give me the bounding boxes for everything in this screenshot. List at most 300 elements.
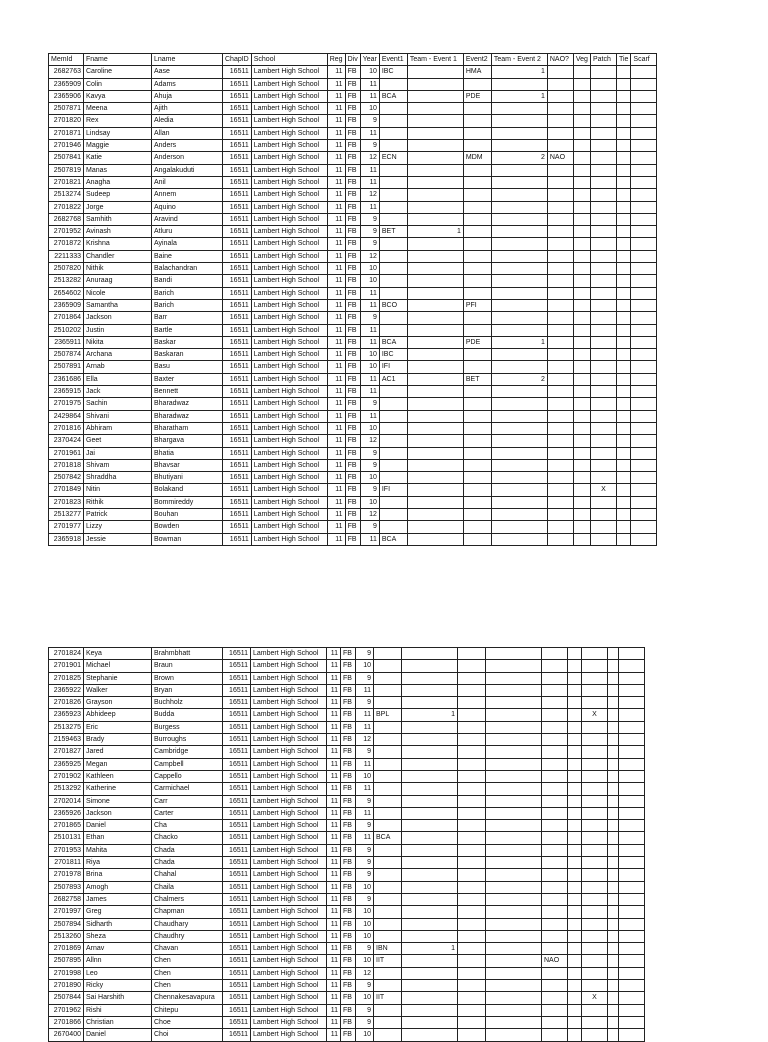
table-row xyxy=(49,648,645,660)
cell-scarf xyxy=(631,189,657,201)
cell-div: FB xyxy=(345,299,360,311)
cell-chapid: 16511 xyxy=(223,684,251,696)
cell-team-event-1 xyxy=(402,930,458,942)
cell-nao xyxy=(542,832,568,844)
cell-team-event-1 xyxy=(407,324,463,336)
cell-year: 11 xyxy=(360,410,379,422)
cell-year: 9 xyxy=(356,697,374,709)
cell-scarf xyxy=(619,807,645,819)
cell-scarf xyxy=(631,361,657,373)
cell-tie xyxy=(616,312,630,324)
cell-nao xyxy=(547,312,573,324)
cell-veg xyxy=(573,152,590,164)
cell-lname: Cha xyxy=(152,820,223,832)
cell-event1 xyxy=(379,398,407,410)
cell-reg: 11 xyxy=(327,660,341,672)
cell-memid: 2701849 xyxy=(49,484,84,496)
cell-team-event-2 xyxy=(491,398,547,410)
cell-team-event-1 xyxy=(402,906,458,918)
cell-tie xyxy=(616,349,630,361)
cell-div: FB xyxy=(341,967,356,979)
cell-scarf xyxy=(619,881,645,893)
cell-veg xyxy=(568,721,582,733)
cell-event2 xyxy=(458,893,486,905)
cell-div: FB xyxy=(341,980,356,992)
cell-veg xyxy=(568,992,582,1004)
cell-event2 xyxy=(463,386,491,398)
cell-tie xyxy=(608,770,619,782)
cell-event2 xyxy=(463,250,491,262)
cell-tie xyxy=(608,918,619,930)
cell-reg: 11 xyxy=(327,176,345,188)
cell-scarf xyxy=(619,918,645,930)
cell-memid: 2513292 xyxy=(49,783,84,795)
cell-div: FB xyxy=(341,820,356,832)
cell-tie xyxy=(616,472,630,484)
cell-chapid: 16511 xyxy=(223,795,251,807)
cell-tie xyxy=(616,66,630,78)
cell-event1 xyxy=(374,758,402,770)
table-row xyxy=(49,918,645,930)
table-row xyxy=(49,103,657,115)
cell-scarf xyxy=(619,1004,645,1016)
cell-veg xyxy=(568,844,582,856)
cell-team-event-2 xyxy=(491,140,547,152)
cell-nao xyxy=(542,697,568,709)
cell-patch xyxy=(590,422,616,434)
cell-nao xyxy=(547,521,573,533)
cell-team-event-1 xyxy=(402,648,458,660)
cell-event1 xyxy=(374,1004,402,1016)
cell-veg xyxy=(573,201,590,213)
cell-scarf xyxy=(619,758,645,770)
cell-lname: Budda xyxy=(152,709,223,721)
cell-team-event-1: 1 xyxy=(407,226,463,238)
cell-fname: Sheza xyxy=(84,930,152,942)
table-row xyxy=(49,857,645,869)
cell-patch xyxy=(582,869,608,881)
cell-chapid: 16511 xyxy=(223,422,252,434)
cell-div: FB xyxy=(341,992,356,1004)
cell-veg xyxy=(568,672,582,684)
cell-patch xyxy=(582,1004,608,1016)
cell-fname: Samhith xyxy=(84,213,152,225)
cell-year: 10 xyxy=(356,930,374,942)
cell-chapid: 16511 xyxy=(223,1016,251,1028)
cell-chapid: 16511 xyxy=(223,127,252,139)
cell-fname: Nikita xyxy=(84,336,152,348)
cell-chapid: 16511 xyxy=(223,930,251,942)
cell-team-event-1 xyxy=(407,263,463,275)
cell-school: Lambert High School xyxy=(251,930,327,942)
cell-tie xyxy=(608,783,619,795)
cell-event2 xyxy=(463,78,491,90)
table-row xyxy=(49,807,645,819)
table-row xyxy=(49,152,657,164)
cell-div: FB xyxy=(341,1016,356,1028)
cell-school: Lambert High School xyxy=(251,893,327,905)
cell-nao xyxy=(542,734,568,746)
cell-lname: Chaudhry xyxy=(152,930,223,942)
cell-school: Lambert High School xyxy=(251,238,327,250)
cell-div: FB xyxy=(345,238,360,250)
cell-lname: Barich xyxy=(152,287,223,299)
cell-patch xyxy=(590,373,616,385)
cell-tie xyxy=(616,250,630,262)
cell-reg: 11 xyxy=(327,521,345,533)
cell-team-event-1 xyxy=(407,349,463,361)
cell-fname: Brady xyxy=(84,734,152,746)
cell-tie xyxy=(608,967,619,979)
cell-chapid: 16511 xyxy=(223,484,252,496)
cell-lname: Carr xyxy=(152,795,223,807)
cell-memid: 2365923 xyxy=(49,709,84,721)
cell-reg: 11 xyxy=(327,299,345,311)
cell-reg: 11 xyxy=(327,533,345,545)
cell-scarf xyxy=(631,66,657,78)
cell-tie xyxy=(608,930,619,942)
cell-div: FB xyxy=(345,336,360,348)
cell-team-event-2 xyxy=(486,807,542,819)
cell-event1: IIT xyxy=(374,992,402,1004)
cell-div: FB xyxy=(345,66,360,78)
cell-event1 xyxy=(374,1016,402,1028)
cell-fname: Eric xyxy=(84,721,152,733)
cell-fname: James xyxy=(84,893,152,905)
cell-team-event-1 xyxy=(402,893,458,905)
table-row xyxy=(49,521,657,533)
cell-div: FB xyxy=(345,213,360,225)
cell-veg xyxy=(573,361,590,373)
cell-year: 10 xyxy=(356,770,374,782)
cell-div: FB xyxy=(345,508,360,520)
cell-veg xyxy=(573,312,590,324)
cell-school: Lambert High School xyxy=(251,176,327,188)
cell-team-event-2 xyxy=(486,648,542,660)
cell-veg xyxy=(573,140,590,152)
cell-reg: 11 xyxy=(327,980,341,992)
cell-team-event-1 xyxy=(407,508,463,520)
cell-memid: 2682768 xyxy=(49,213,84,225)
cell-lname: Bartle xyxy=(152,324,223,336)
table-row xyxy=(49,1004,645,1016)
cell-tie xyxy=(616,287,630,299)
cell-memid: 2701978 xyxy=(49,869,84,881)
cell-fname: Avinash xyxy=(84,226,152,238)
cell-team-event-2 xyxy=(491,299,547,311)
cell-event1: IIT xyxy=(374,955,402,967)
table-row xyxy=(49,115,657,127)
cell-div: FB xyxy=(345,176,360,188)
cell-fname: Michael xyxy=(84,660,152,672)
cell-lname: Atluru xyxy=(152,226,223,238)
cell-div: FB xyxy=(341,770,356,782)
cell-patch xyxy=(590,349,616,361)
cell-patch xyxy=(590,398,616,410)
cell-school: Lambert High School xyxy=(251,152,327,164)
cell-school: Lambert High School xyxy=(251,521,327,533)
cell-reg: 11 xyxy=(327,967,341,979)
cell-event2 xyxy=(463,361,491,373)
cell-reg: 11 xyxy=(327,201,345,213)
cell-tie xyxy=(608,721,619,733)
cell-tie xyxy=(608,734,619,746)
cell-team-event-2 xyxy=(491,361,547,373)
cell-team-event-2: 2 xyxy=(491,373,547,385)
cell-year: 11 xyxy=(356,783,374,795)
cell-patch xyxy=(590,78,616,90)
cell-tie xyxy=(608,906,619,918)
cell-chapid: 16511 xyxy=(223,770,251,782)
cell-team-event-1 xyxy=(407,459,463,471)
cell-year: 11 xyxy=(360,299,379,311)
cell-event2: PDE xyxy=(463,90,491,102)
cell-fname: Simone xyxy=(84,795,152,807)
table-row xyxy=(49,672,645,684)
cell-team-event-2 xyxy=(486,1016,542,1028)
cell-tie xyxy=(616,398,630,410)
cell-fname: Rishi xyxy=(84,1004,152,1016)
cell-chapid: 16511 xyxy=(223,967,251,979)
cell-lname: Chaudhary xyxy=(152,918,223,930)
cell-event2: MDM xyxy=(463,152,491,164)
cell-tie xyxy=(608,869,619,881)
cell-team-event-2 xyxy=(491,263,547,275)
cell-lname: Balachandran xyxy=(152,263,223,275)
cell-team-event-1 xyxy=(407,127,463,139)
cell-team-event-2 xyxy=(491,472,547,484)
cell-nao xyxy=(542,906,568,918)
cell-memid: 2507842 xyxy=(49,472,84,484)
cell-event2 xyxy=(463,533,491,545)
cell-year: 9 xyxy=(360,312,379,324)
cell-reg: 11 xyxy=(327,90,345,102)
cell-team-event-2 xyxy=(486,1029,542,1041)
table-row xyxy=(49,832,645,844)
cell-patch xyxy=(590,459,616,471)
cell-school: Lambert High School xyxy=(251,398,327,410)
cell-team-event-2 xyxy=(486,967,542,979)
cell-div: FB xyxy=(345,373,360,385)
cell-team-event-2 xyxy=(486,746,542,758)
cell-tie xyxy=(616,299,630,311)
cell-tie xyxy=(616,533,630,545)
cell-event2 xyxy=(463,201,491,213)
cell-fname: Jack xyxy=(84,386,152,398)
cell-tie xyxy=(608,758,619,770)
cell-patch xyxy=(590,127,616,139)
cell-veg xyxy=(568,1004,582,1016)
cell-event2 xyxy=(463,287,491,299)
cell-scarf xyxy=(619,746,645,758)
cell-school: Lambert High School xyxy=(251,496,327,508)
cell-event1 xyxy=(379,103,407,115)
cell-reg: 11 xyxy=(327,721,341,733)
cell-chapid: 16511 xyxy=(223,1004,251,1016)
table-row xyxy=(49,275,657,287)
cell-reg: 11 xyxy=(327,820,341,832)
cell-team-event-2 xyxy=(486,832,542,844)
cell-div: FB xyxy=(341,709,356,721)
header-tie: Tie xyxy=(616,54,630,66)
cell-memid: 2701864 xyxy=(49,312,84,324)
cell-chapid: 16511 xyxy=(223,783,251,795)
cell-div: FB xyxy=(345,361,360,373)
table-row xyxy=(49,66,657,78)
cell-div: FB xyxy=(345,349,360,361)
cell-event2 xyxy=(458,992,486,1004)
cell-event2 xyxy=(463,275,491,287)
cell-memid: 2211333 xyxy=(49,250,84,262)
cell-event1 xyxy=(379,176,407,188)
cell-tie xyxy=(616,508,630,520)
cell-reg: 11 xyxy=(327,484,345,496)
cell-year: 11 xyxy=(356,709,374,721)
cell-event1: BCA xyxy=(379,533,407,545)
cell-team-event-2 xyxy=(486,992,542,1004)
cell-scarf xyxy=(619,955,645,967)
cell-lname: Chen xyxy=(152,967,223,979)
cell-reg: 11 xyxy=(327,992,341,1004)
cell-memid: 2507871 xyxy=(49,103,84,115)
header-year: Year xyxy=(360,54,379,66)
cell-scarf xyxy=(619,648,645,660)
cell-veg xyxy=(568,770,582,782)
cell-lname: Bharatham xyxy=(152,422,223,434)
cell-nao: NAO xyxy=(542,955,568,967)
cell-patch xyxy=(582,943,608,955)
cell-memid: 2701816 xyxy=(49,422,84,434)
cell-patch xyxy=(582,1016,608,1028)
cell-fname: Christian xyxy=(84,1016,152,1028)
cell-memid: 2701827 xyxy=(49,746,84,758)
cell-nao xyxy=(547,533,573,545)
cell-event1 xyxy=(374,857,402,869)
cell-scarf xyxy=(619,992,645,1004)
cell-fname: Daniel xyxy=(84,820,152,832)
cell-chapid: 16511 xyxy=(223,312,252,324)
cell-event2 xyxy=(463,435,491,447)
cell-school: Lambert High School xyxy=(251,980,327,992)
cell-chapid: 16511 xyxy=(223,164,252,176)
cell-veg xyxy=(568,980,582,992)
cell-school: Lambert High School xyxy=(251,906,327,918)
cell-fname: Manas xyxy=(84,164,152,176)
cell-event2 xyxy=(463,226,491,238)
cell-event1 xyxy=(379,459,407,471)
table-row xyxy=(49,213,657,225)
cell-veg xyxy=(573,189,590,201)
cell-team-event-2 xyxy=(486,672,542,684)
cell-nao xyxy=(542,709,568,721)
cell-school: Lambert High School xyxy=(251,287,327,299)
cell-veg xyxy=(568,1029,582,1041)
cell-team-event-1 xyxy=(402,697,458,709)
cell-scarf xyxy=(631,250,657,262)
cell-scarf xyxy=(631,90,657,102)
cell-lname: Annem xyxy=(152,189,223,201)
cell-nao xyxy=(547,140,573,152)
table-row xyxy=(49,721,645,733)
cell-tie xyxy=(608,746,619,758)
cell-event2 xyxy=(458,684,486,696)
cell-event2 xyxy=(463,349,491,361)
table-row xyxy=(49,238,657,250)
cell-team-event-2 xyxy=(491,226,547,238)
table-row xyxy=(49,795,645,807)
cell-veg xyxy=(573,508,590,520)
cell-patch xyxy=(590,201,616,213)
header-team-event-1: Team - Event 1 xyxy=(407,54,463,66)
cell-year: 9 xyxy=(360,484,379,496)
cell-div: FB xyxy=(345,250,360,262)
cell-nao xyxy=(547,410,573,422)
cell-lname: Chen xyxy=(152,955,223,967)
cell-team-event-1 xyxy=(407,164,463,176)
cell-tie xyxy=(616,496,630,508)
cell-tie xyxy=(616,226,630,238)
cell-lname: Aase xyxy=(152,66,223,78)
cell-event1 xyxy=(379,213,407,225)
cell-scarf xyxy=(631,213,657,225)
table-row xyxy=(49,684,645,696)
cell-veg xyxy=(568,869,582,881)
cell-chapid: 16511 xyxy=(223,943,251,955)
cell-reg: 11 xyxy=(327,857,341,869)
cell-team-event-2 xyxy=(486,721,542,733)
cell-fname: Arnab xyxy=(84,361,152,373)
cell-chapid: 16511 xyxy=(223,980,251,992)
cell-div: FB xyxy=(345,78,360,90)
cell-scarf xyxy=(631,152,657,164)
cell-tie xyxy=(616,263,630,275)
cell-fname: Nitin xyxy=(84,484,152,496)
cell-year: 11 xyxy=(360,533,379,545)
cell-event1 xyxy=(374,844,402,856)
cell-tie xyxy=(616,435,630,447)
cell-div: FB xyxy=(345,152,360,164)
cell-lname: Ayinala xyxy=(152,238,223,250)
cell-patch xyxy=(590,238,616,250)
cell-year: 11 xyxy=(360,78,379,90)
cell-team-event-1 xyxy=(407,115,463,127)
cell-scarf xyxy=(631,287,657,299)
table-row xyxy=(49,361,657,373)
cell-memid: 2701825 xyxy=(49,672,84,684)
cell-nao xyxy=(547,361,573,373)
cell-tie xyxy=(608,807,619,819)
cell-nao xyxy=(542,992,568,1004)
cell-scarf xyxy=(631,410,657,422)
cell-school: Lambert High School xyxy=(251,648,327,660)
cell-veg xyxy=(573,521,590,533)
cell-div: FB xyxy=(341,893,356,905)
cell-chapid: 16511 xyxy=(223,201,252,213)
cell-veg xyxy=(568,648,582,660)
cell-memid: 2513274 xyxy=(49,189,84,201)
cell-event1 xyxy=(374,918,402,930)
cell-tie xyxy=(616,201,630,213)
cell-memid: 2510131 xyxy=(49,832,84,844)
cell-school: Lambert High School xyxy=(251,250,327,262)
cell-event2 xyxy=(458,1029,486,1041)
cell-memid: 2701872 xyxy=(49,238,84,250)
cell-lname: Bryan xyxy=(152,684,223,696)
cell-event2: HMA xyxy=(463,66,491,78)
cell-team-event-2 xyxy=(486,709,542,721)
cell-tie xyxy=(608,795,619,807)
cell-tie xyxy=(608,697,619,709)
